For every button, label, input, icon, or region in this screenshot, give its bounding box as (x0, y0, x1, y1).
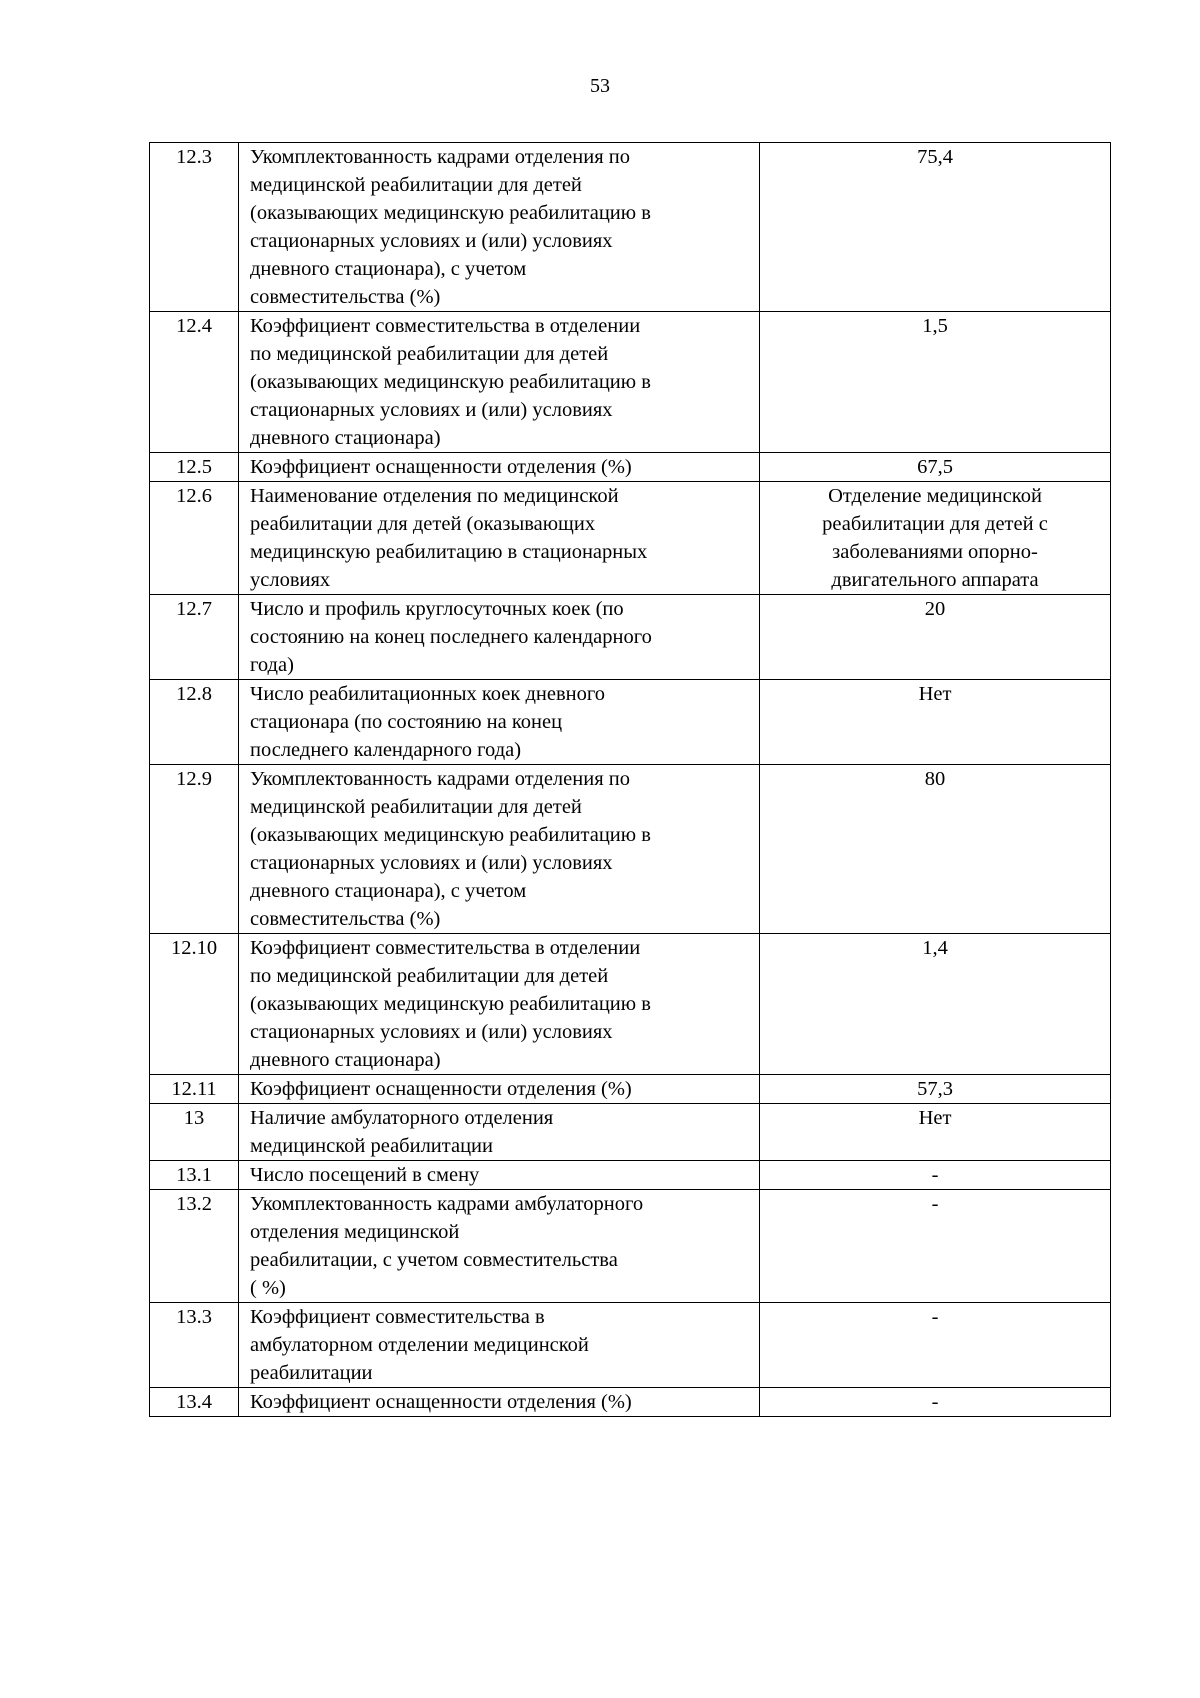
indicator-description-cell (239, 1303, 760, 1388)
description-line: реабилитации (250, 1362, 373, 1384)
indicator-description-cell (239, 595, 760, 680)
indicator-value-cell (760, 1104, 1111, 1161)
description-line: (оказывающих медицинскую реабилитацию в (250, 371, 651, 393)
indicator-value-cell (760, 680, 1111, 765)
indicator-value-cell (760, 595, 1111, 680)
indicator-value-cell (760, 312, 1111, 453)
row-number-cell: 12.6 (150, 482, 239, 595)
description-line: (оказывающих медицинскую реабилитацию в (250, 993, 651, 1015)
description-line: Укомплектованность кадрами отделения по (250, 768, 630, 790)
description-line: амбулаторном отделении медицинской (250, 1334, 589, 1356)
indicator-description-cell (239, 1104, 760, 1161)
value-line: - (931, 1306, 939, 1328)
description-line: дневного стационара), с учетом (250, 880, 527, 902)
description-line: отделения медицинской (250, 1221, 460, 1243)
table-row (150, 453, 1111, 482)
indicator-description-cell (239, 1190, 760, 1303)
table-row (150, 1075, 1111, 1104)
indicator-description-cell (239, 143, 760, 312)
description-line: Коэффициент оснащенности отделения (%) (250, 456, 632, 478)
indicator-value-cell (760, 1303, 1111, 1388)
description-line: (оказывающих медицинскую реабилитацию в (250, 202, 651, 224)
page-number: 53 (590, 75, 610, 97)
value-line: Нет (918, 1107, 952, 1129)
description-line: стационара (по состоянию на конец (250, 711, 563, 733)
description-line: (оказывающих медицинскую реабилитацию в (250, 824, 651, 846)
description-line: Укомплектованность кадрами амбулаторного (250, 1193, 644, 1215)
description-line: Укомплектованность кадрами отделения по (250, 146, 630, 168)
indicator-description-cell (239, 765, 760, 934)
row-number-cell: 12.9 (150, 765, 239, 934)
indicator-description-cell (239, 312, 760, 453)
row-number-cell: 13 (150, 1104, 239, 1161)
value-line: 67,5 (917, 456, 953, 478)
value-line: - (931, 1164, 939, 1186)
indicator-value-cell (760, 1388, 1111, 1417)
table-row (150, 1161, 1111, 1190)
description-line: Число реабилитационных коек дневного (250, 683, 606, 705)
description-line: Число посещений в смену (250, 1164, 480, 1186)
table-row (150, 1303, 1111, 1388)
table-row (150, 1104, 1111, 1161)
table-row (150, 934, 1111, 1075)
value-line: Отделение медицинской (828, 485, 1042, 507)
indicators-table (149, 142, 1111, 1417)
description-line: по медицинской реабилитации для детей (250, 343, 609, 365)
row-number-cell: 12.3 (150, 143, 239, 312)
indicator-description-cell (239, 482, 760, 595)
indicator-value-cell (760, 143, 1111, 312)
row-number-cell: 13.1 (150, 1161, 239, 1190)
table-row (150, 312, 1111, 453)
description-line: реабилитации для детей (оказывающих (250, 513, 596, 535)
indicator-description-cell (239, 1388, 760, 1417)
description-line: стационарных условиях и (или) условиях (250, 852, 613, 874)
table-row (150, 1388, 1111, 1417)
row-number-cell: 12.5 (150, 453, 239, 482)
indicator-value-cell (760, 1190, 1111, 1303)
value-line: заболеваниями опорно- (832, 541, 1038, 563)
value-line: реабилитации для детей с (822, 513, 1048, 535)
description-line: Коэффициент совместительства в (250, 1306, 545, 1328)
table-row (150, 595, 1111, 680)
value-line: 75,4 (917, 146, 953, 168)
indicator-value-cell (760, 1075, 1111, 1104)
description-line: состоянию на конец последнего календарного (250, 626, 652, 648)
indicator-value-cell (760, 934, 1111, 1075)
indicator-description-cell (239, 680, 760, 765)
row-number-cell: 12.7 (150, 595, 239, 680)
value-line: 57,3 (917, 1078, 953, 1100)
description-line: стационарных условиях и (или) условиях (250, 399, 613, 421)
indicator-description-cell (239, 1161, 760, 1190)
row-number-cell: 13.3 (150, 1303, 239, 1388)
table-row (150, 765, 1111, 934)
value-line: Нет (918, 683, 952, 705)
row-number-cell: 12.11 (150, 1075, 239, 1104)
indicator-value-cell (760, 765, 1111, 934)
table-body (150, 143, 1111, 1417)
indicator-description-cell (239, 1075, 760, 1104)
indicator-value-cell (760, 453, 1111, 482)
value-line: 80 (924, 768, 946, 790)
description-line: года) (250, 654, 294, 676)
value-line: - (931, 1391, 939, 1413)
description-line: реабилитации, с учетом совместительства (250, 1249, 618, 1271)
table-row (150, 482, 1111, 595)
description-line: Наименование отделения по медицинской (250, 485, 619, 507)
description-line: по медицинской реабилитации для детей (250, 965, 609, 987)
description-line: последнего календарного года) (250, 739, 522, 761)
description-line: Наличие амбулаторного отделения (250, 1107, 554, 1129)
table-row (150, 1190, 1111, 1303)
description-line: медицинской реабилитации для детей (250, 174, 582, 196)
description-line: ( %) (250, 1277, 286, 1299)
description-line: медицинскую реабилитацию в стационарных (250, 541, 648, 563)
description-line: Коэффициент совместительства в отделении (250, 315, 641, 337)
indicator-value-cell (760, 482, 1111, 595)
description-line: стационарных условиях и (или) условиях (250, 1021, 613, 1043)
description-line: дневного стационара) (250, 427, 441, 449)
indicator-description-cell (239, 934, 760, 1075)
description-line: дневного стационара), с учетом (250, 258, 527, 280)
row-number-cell: 12.8 (150, 680, 239, 765)
value-line: - (931, 1193, 939, 1215)
description-line: Число и профиль круглосуточных коек (по (250, 598, 624, 620)
table-row (150, 143, 1111, 312)
description-line: Коэффициент совместительства в отделении (250, 937, 641, 959)
row-number-cell: 12.4 (150, 312, 239, 453)
description-line: медицинской реабилитации для детей (250, 796, 582, 818)
row-number-cell: 12.10 (150, 934, 239, 1075)
indicator-description-cell (239, 453, 760, 482)
row-number-cell: 13.2 (150, 1190, 239, 1303)
indicator-value-cell (760, 1161, 1111, 1190)
value-line: 20 (924, 598, 946, 620)
value-line: двигательного аппарата (831, 569, 1039, 591)
description-line: стационарных условиях и (или) условиях (250, 230, 613, 252)
description-line: дневного стационара) (250, 1049, 441, 1071)
description-line: Коэффициент оснащенности отделения (%) (250, 1078, 632, 1100)
description-line: совместительства (%) (250, 908, 441, 930)
description-line: медицинской реабилитации (250, 1135, 493, 1157)
description-line: условиях (250, 569, 331, 591)
description-line: совместительства (%) (250, 286, 441, 308)
description-line: Коэффициент оснащенности отделения (%) (250, 1391, 632, 1413)
value-line: 1,5 (922, 315, 948, 337)
row-number-cell: 13.4 (150, 1388, 239, 1417)
value-line: 1,4 (922, 937, 948, 959)
table-row (150, 680, 1111, 765)
